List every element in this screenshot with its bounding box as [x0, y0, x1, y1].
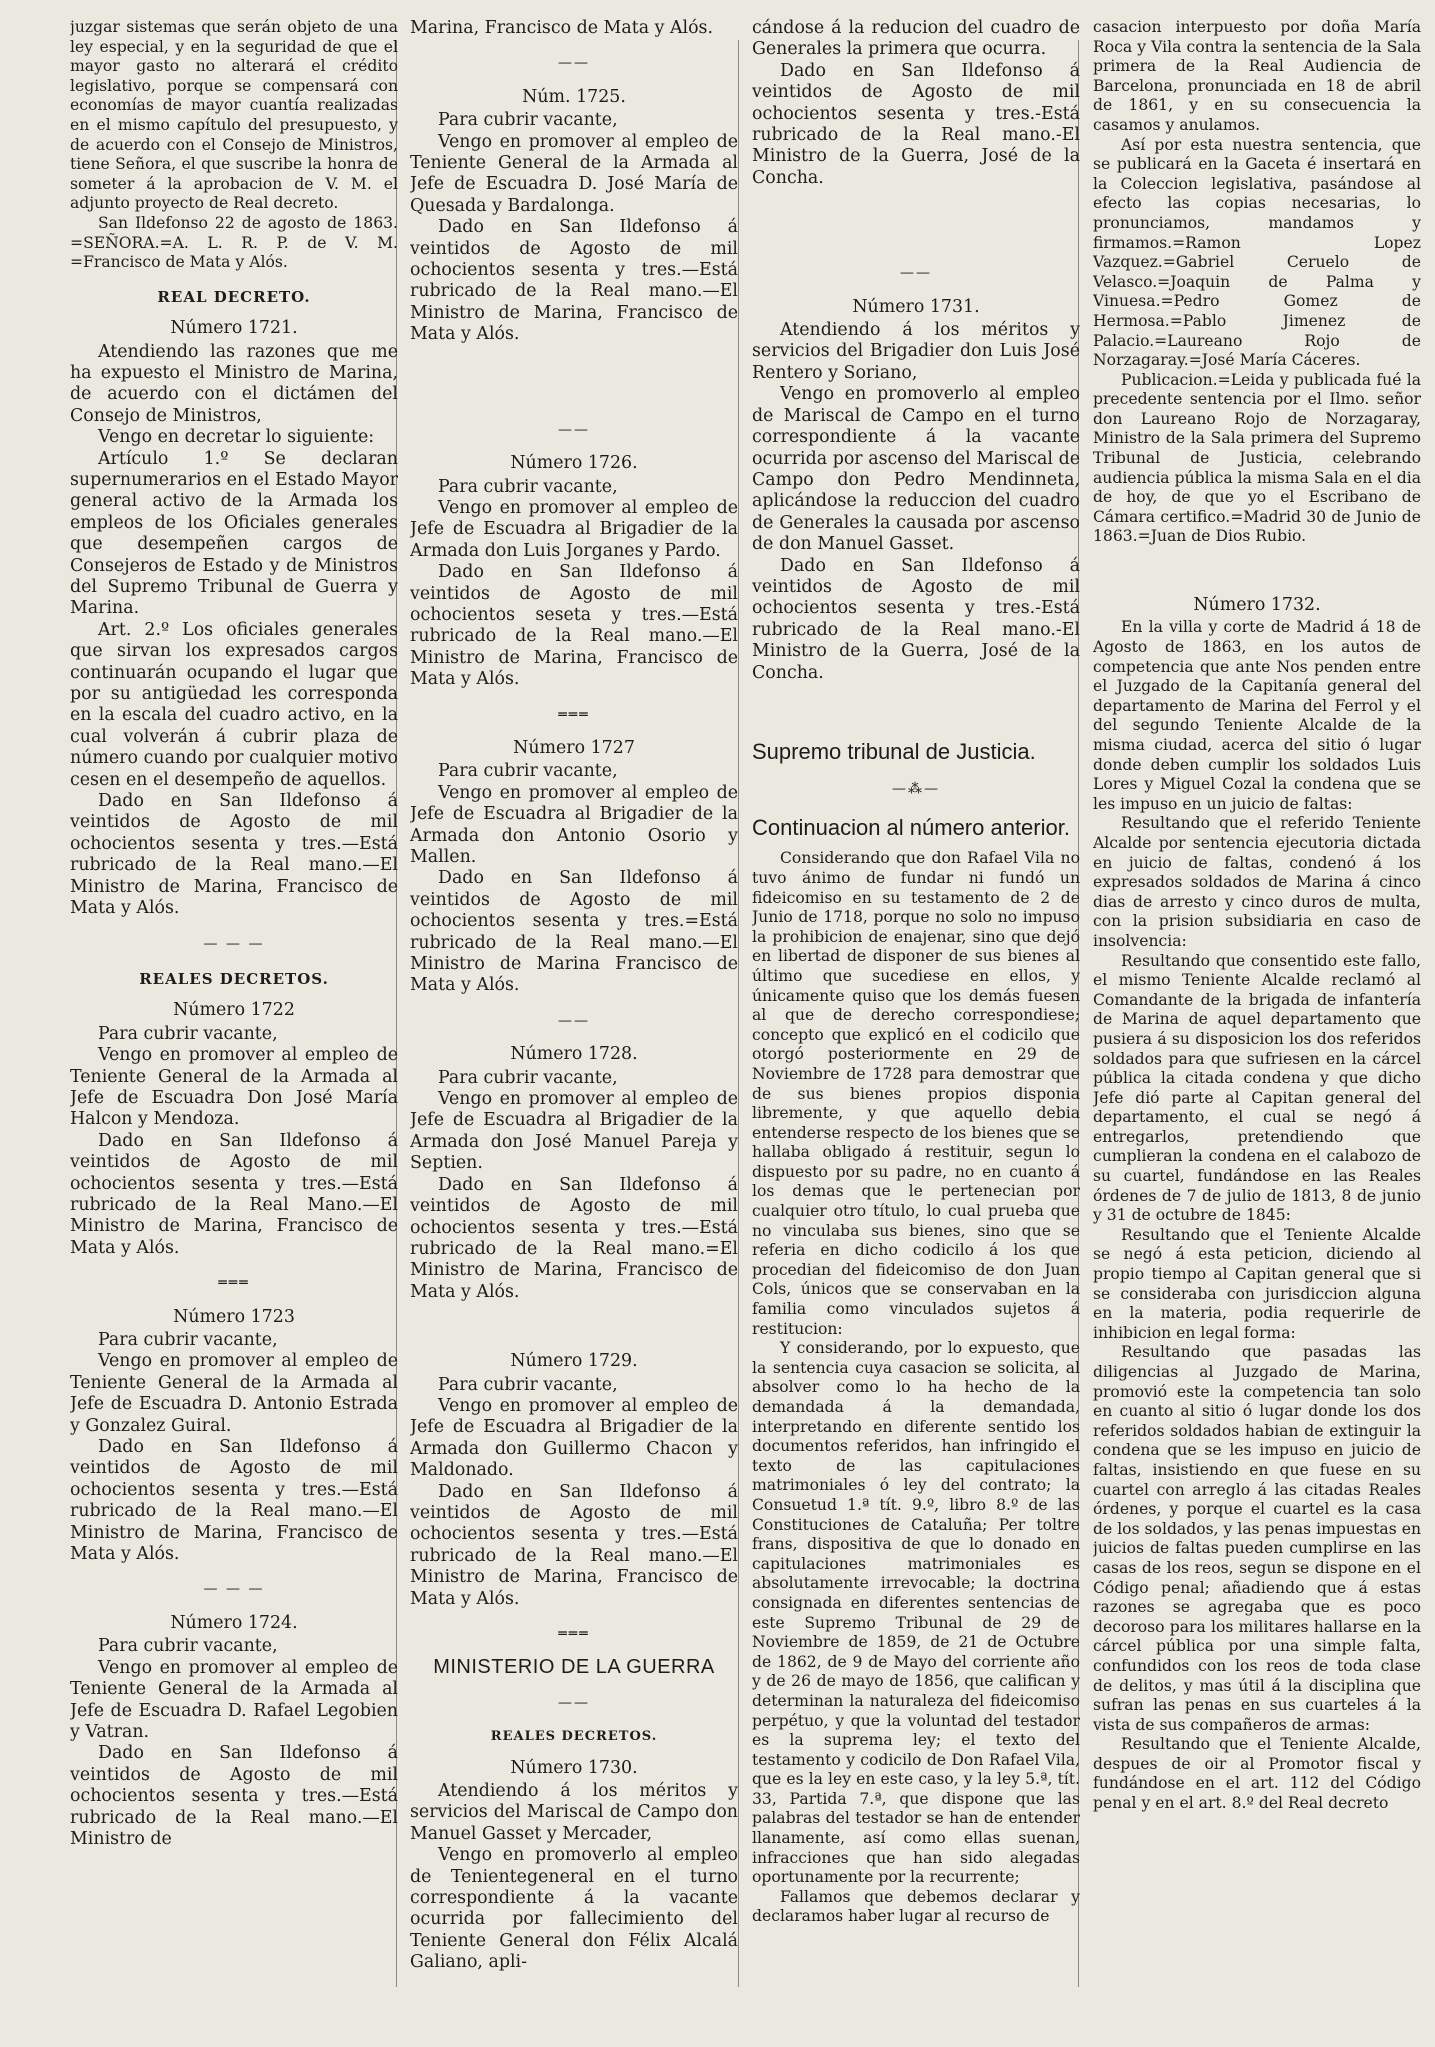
paragraph: Vengo en promover al empleo de Teniente General de la Armada al Jefe de Escuadra D. Antonio Estrada y Gonzalez Guiral.: [70, 1351, 398, 1436]
decree-number: Número 1721.: [170, 318, 298, 339]
spacer: [1093, 547, 1421, 587]
paragraph: Vengo en promover al empleo de Jefe de Escuadra al Brigadier de la Armada don Luis Jorganes y Pardo.: [410, 497, 738, 561]
paragraph: Vengo en promoverlo al empleo de Mariscal de Campo en el turno correspondiente á la vacante ocurrida por ascenso del Mariscal de Campo don Pedro Mendinneta, aplicándose la reduccion del cuadro de Generales la causada por ascenso de don Manuel Gasset.: [752, 384, 1080, 555]
paragraph: Dado en San Ildefonso á veintidos de Agosto de mil ochocientos sesenta y tres.—Está rubricado de la Real mano.—El Ministro de Marina, Francisco de Mata y Alós.: [410, 1481, 738, 1609]
paragraph: Dado en San Ildefonso á veintidos de Agosto de mil ochocientos sesenta y tres.—Está rubricado de la Real mano.—El Ministro de Marina, Francisco de Mata y Alós.: [410, 217, 738, 345]
paragraph: Y considerando, por lo expuesto, que la sentencia cuya casacion se solicita, al absolver como lo ha hecho de la demandada á la demandada, interpretando en diferente sentido los documentos referidos, han infringido el texto de las capitulaciones matrimoniales ó ley del contrato; la Consuetud 1.ª tít. 9.º, libro 8.º de las Constituciones de Cataluña; Per toltre frans, dispositiva de que lo donado en capitulaciones matrimoniales es absolutamente irrevocable; la doctrina consignada en diferentes sentencias de este Supremo Tribunal de 29 de Noviembre de 1859, de 21 de Octubre de 1862, de 9 de Mayo del corriente año y de 26 de mayo de 1856, que califican y determinan la naturaleza del fideicomiso perpétuo, y que la voluntad del testador es la suprema ley; el texto del testamento y codicilo de Don Rafael Vila, que es la ley en este caso, y la ley 5.ª, tít. 33, Partida 7.ª, que dispone que las palabras del testador se han de entender llanamente, así como ellas suenan, infracciones que han sido alegadas oportunamente por la recurrente;: [752, 1339, 1080, 1887]
paragraph: Dado en San Ildefonso á veintidos de Agosto de mil ochocientos sesenta y tres.=Está rubricado de la Real mano.—El Ministro de Marina Francisco de Mata y Alós.: [410, 868, 738, 996]
section-title: Supremo tribunal de Justicia.: [752, 738, 1036, 764]
paragraph: Vengo en promover al empleo de Teniente General de la Armada al Jefe de Escuadra Don José María Halcon y Mendoza.: [70, 1045, 398, 1130]
separator: ——: [558, 1694, 590, 1711]
spacer: [752, 684, 1080, 724]
decree-number: Número 1728.: [510, 1044, 638, 1065]
decree-number: Número 1729.: [510, 1351, 638, 1372]
separator: ——: [558, 421, 590, 438]
decree-number: Número 1723: [173, 1306, 295, 1327]
paragraph: Vengo en promover al empleo de Jefe de Escuadra al Brigadier de la Armada don José Manuel Pareja y Septien.: [410, 1089, 738, 1174]
paragraph: Así por esta nuestra sentencia, que se publicará en la Gaceta é insertará en la Coleccion legislativa, pasándose al efecto las copias necesarias, lo pronunciamos, mandamos y firmamos.=Ramon Lopez Vazquez.=Gabriel Ceruelo de Velasco.=Joaquin de Palma y Vinuesa.=Pedro Gomez de Hermosa.=Pablo Jimenez de Palacio.=Laureano Rojo de Norzagaray.=José María Cáceres.: [1093, 135, 1421, 370]
decree-number: Número 1730.: [510, 1757, 638, 1778]
paragraph: Considerando que don Rafael Vila no tuvo ánimo de fundar ni fundó un fideicomiso en su testamento de 2 de Junio de 1718, porque no solo no impuso la prohibicion de enajenar, sino que dejó en libertad de disponer de sus bienes al último que sucediese en ellos, y únicamente quiso que los demás fuesen al que de derecho correspondiese; concepto que explicó en el codicilo que otorgó posteriormente en 29 de Noviembre de 1728 para demostrar que de sus bienes propios disponia libremente, y que aquello debia entenderse respecto de los bienes que se hallaba obligado á restituir, segun lo dispuesto por su padre, no en cuanto á los demas que le pertenecian por cualquier otro título, lo cual prueba que no vinculaba sus bienes, sino que se referia en dicho codicilo á los que procedian del fideicomiso de don Juan Cols, únicos que se conservaban en la familia como vinculados sujetos á restitucion:: [752, 849, 1080, 1338]
section-subtitle: Continuacion al número anterior.: [752, 815, 1070, 841]
paragraph: Vengo en promover al empleo de Jefe de Escuadra al Brigadier de la Armada don Guillermo Chacon y Maldonado.: [410, 1395, 738, 1481]
separator: ═══: [558, 1626, 590, 1642]
paragraph: Marina, Francisco de Mata y Alós.: [410, 18, 713, 38]
subheading: REALES DECRETOS.: [490, 1729, 658, 1745]
paragraph: Vengo en promover al empleo de Jefe de Escuadra al Brigadier de la Armada don Antonio Osorio y Mallen.: [410, 782, 738, 867]
paragraph: Publicacion.=Leida y publicada fué la precedente sentencia por el Ilmo. señor don Laureano Rojo de Norzagaray, Ministro de la Sala primera del Supremo Tribunal de Justicia, celebrando audiencia pública la misma Sala en el dia de hoy, de que yo el Escribano de Cámara certifico.=Madrid 30 de Junio de 1863.=Juan de Dios Rubio.: [1093, 370, 1421, 546]
paragraph: En la villa y corte de Madrid á 18 de Agosto de 1863, en los autos de competencia que ante Nos penden entre el Juzgado de la Capitanía general del departamento de Marina del Ferrol y el del segundo Teniente Alcalde de la misma ciudad, acerca del sitio ó lugar donde deben cumplir los soldados Luis Lores y Miguel Cozal la condena que se les impuso en un juicio de faltas:: [1093, 618, 1421, 813]
paragraph: Dado en San Ildefonso á veintidos de Agosto de mil ochocientos sesenta y tres.—Está rubricado de la Real Mano.—El Ministro de Marina, Francisco de Mata y Alós.: [70, 1130, 398, 1258]
paragraph: Dado en San Ildefonso á veintidos de Agosto de mil ochocientos seseta y tres.—Está rubricado de la Real mano.—El Ministro de Marina, Francisco de Mata y Alós.: [410, 562, 738, 690]
paragraph: Vengo en promoverlo al empleo de Tenientegeneral en el turno correspondiente á la vacante ocurrida por fallecimiento del Teniente General don Félix Alcalá Galiano, apli-: [410, 1845, 738, 1973]
separator: ——: [558, 1012, 590, 1029]
paragraph: Para cubrir vacante,: [98, 1023, 278, 1044]
column-rule: [738, 40, 739, 1987]
paragraph: cándose á la reducion del cuadro de Generales la primera que ocurra.: [752, 18, 1080, 60]
paragraph: Para cubrir vacante,: [438, 761, 618, 782]
separator: — — —: [203, 935, 265, 952]
paragraph: Resultando que el referido Teniente Alcalde por sentencia ejecutoria dictada en juicio de faltas, condenó á los expresados soldados de Marina á cinco dias de arresto y cinco duros de multa, con la prision subsidiaria en caso de insolvencia:: [1093, 814, 1421, 950]
column-1: [70, 18, 398, 2027]
paragraph: Artículo 1.º Se declaran supernumerarios en el Estado Mayor general activo de la Armada los empleos de los Oficiales generales que desempeñen cargos de Consejeros de Estado y de Ministros del Supremo Tribunal de Guerra y Marina.: [70, 448, 398, 619]
paragraph: Dado en San Ildefonso á veintidos de Agosto de mil ochocientos sesenta y tres.—Está rubricado de la Real mano.—El Ministro de: [70, 1743, 398, 1849]
paragraph: Art. 2.º Los oficiales generales que sirvan los expresados cargos continuarán ocupando el lugar que por su antigüedad les corresponda en la escala del cuadro activo, en la cual volverán á cubrir plaza de número cuando por cualquier motivo cesen en el desempeño de aquellos.: [70, 619, 398, 790]
ministry-heading: MINISTERIO DE LA GUERRA: [433, 1656, 715, 1679]
paragraph: San Ildefonso 22 de agosto de 1863. =SEÑORA.=A. L. R. P. de V. M. =Francisco de Mata y Alós.: [70, 213, 398, 272]
paragraph: Para cubrir vacante,: [438, 1067, 618, 1088]
paragraph: Atendiendo á los méritos y servicios del Mariscal de Campo don Manuel Gasset y Mercader,: [410, 1781, 738, 1844]
paragraph: Vengo en decretar lo siguiente:: [98, 427, 375, 448]
paragraph: Dado en San Ildefonso á veintidos de Agosto de mil ochocientos sesenta y tres.—Está rubricado de la Real mano.=El Ministro de Marina, Francisco de Mata y Alós.: [410, 1174, 738, 1302]
paragraph: Dado en San Ildefonso á veintidos de Agosto de mil ochocientos sesenta y tres.-Está rubricado de la Real mano.-El Ministro de la Guerra, José de la Concha.: [752, 60, 1080, 188]
decree-number: Número 1731.: [852, 296, 980, 317]
spacer: [752, 189, 1080, 249]
column-2: [410, 18, 738, 2027]
paragraph: Vengo en promover al empleo de Teniente General de la Armada al Jefe de Escuadra D. Rafael Legobien y Vatran.: [70, 1657, 398, 1742]
separator: —⁂—: [892, 780, 940, 797]
decree-number: Número 1722: [173, 1000, 295, 1021]
separator: — — —: [203, 1581, 265, 1598]
paragraph: Dado en San Ildefonso á veintidos de Agosto de mil ochocientos sesenta y tres.—Está rubricado de la Real mano.—El Ministro de Marina, Francisco de Mata y Alós.: [70, 1437, 398, 1565]
paragraph: Dado en San Ildefonso á veintidos de Agosto de mil ochocientos sesenta y tres.-Está rubricado de la Real mano.-El Ministro de la Guerra, José de la Concha.: [752, 555, 1080, 683]
paragraph: Atendiendo las razones que me ha expuesto el Ministro de Marina, de acuerdo con el dictámen del Consejo de Ministros,: [70, 341, 398, 426]
paragraph: juzgar sistemas que serán objeto de una ley especial, y en la seguridad de que el mayor gasto no alterará el crédito legislativo, porque se compensará con economías de mayor cuantía realizadas en el mismo capítulo del presupuesto, y de acuerdo con el Consejo de Ministros, tiene Señora, el que suscribe la honra de someter á la aprobacion de V. M. el adjunto proyecto de Real decreto.: [70, 18, 398, 213]
decree-number: Número 1727: [513, 737, 635, 758]
separator: ═══: [218, 1275, 250, 1292]
decree-number: Núm. 1725.: [522, 86, 626, 107]
paragraph: Resultando que pasadas las diligencias al Juzgado de Marina, promovió este la competencia tan solo en cuanto al sitio ó lugar donde los dos referidos soldados habian de extinguir la condena que se les impuso en juicio de faltas, insistiendo en que fuese en su cuartel con arreglo á las citadas Reales órdenes, y porque el cuartel es la casa de los soldados, y las penas impuestas en juicios de faltas pueden cumplirse en las casas de los reos, segun se dispone en el Código penal; añadiendo que á estas razones se agregaba que es poco decoroso para los militares hallarse en la cárcel pública por una simple falta, confundidos con los reos de toda clase de delitos, y mas útil á la disciplina que sufran las penas en sus cuarteles á la vista de sus compañeros de armas:: [1093, 1343, 1421, 1734]
spacer: [410, 346, 738, 406]
paragraph: casacion interpuesto por doña María Roca y Vila contra la sentencia de la Sala primera de la Real Audiencia de Barcelona, pronunciada en 18 de abril de 1861, y en su consecuencia la casamos y anulamos.: [1093, 18, 1421, 134]
paragraph: Fallamos que debemos declarar y declaramos haber lugar al recurso de: [752, 1887, 1080, 1926]
spacer: [410, 1303, 738, 1343]
separator: ——: [558, 55, 590, 72]
paragraph: Para cubrir vacante,: [438, 476, 618, 497]
column-3: [752, 18, 1080, 2027]
separator: ═══: [558, 706, 590, 723]
column-4: [1093, 18, 1421, 2027]
paragraph: Resultando que consentido este fallo, el mismo Teniente Alcalde reclamó al Comandante de la brigada de infantería de Marina de aquel departamento que pusiera á su disposicion los dos referidos soldados para que sufriesen en la cárcel pública la citada condena y que dicho Jefe dió parte al Capitan general del departamento, el cual se negó á entregarlos, pretendiendo que cumplieran la condena en el calabozo de su cuartel, fundándose en las Reales órdenes de 7 de julio de 1813, 8 de junio y 31 de octubre de 1845:: [1093, 951, 1421, 1225]
paragraph: Vengo en promover al empleo de Teniente General de la Armada al Jefe de Escuadra D. José María de Quesada y Bardalonga.: [410, 131, 738, 216]
decree-number: Número 1724.: [170, 1612, 298, 1633]
paragraph: Para cubrir vacante,: [98, 1330, 278, 1350]
paragraph: Resultando que el Teniente Alcalde se negó á esta peticion, diciendo al propio tiempo al Capitan general que si se consideraba con jurisdiccion alguna en la materia, podia requerirle de inhibicion en legal forma:: [1093, 1225, 1421, 1342]
separator: ——: [900, 265, 932, 282]
paragraph: Para cubrir vacante,: [438, 110, 618, 131]
decree-number: Número 1732.: [1193, 595, 1321, 616]
paragraph: Atendiendo á los méritos y servicios del Brigadier don Luis José Rentero y Soriano,: [752, 320, 1080, 383]
decree-number: Número 1726.: [510, 453, 638, 474]
paragraph: Resultando que el Teniente Alcalde, despues de oir al Promotor fiscal y fundándose en el art. 112 del Código penal y en el art. 8.º del Real decreto: [1093, 1735, 1421, 1813]
paragraph: Para cubrir vacante,: [98, 1636, 278, 1657]
section-heading: REALES DECRETOS.: [139, 969, 329, 988]
paragraph: Para cubrir vacante,: [438, 1374, 618, 1395]
section-heading: REAL DECRETO.: [157, 287, 311, 306]
paragraph: Dado en San Ildefonso á veintidos de Agosto de mil ochocientos sesenta y tres.—Está rubricado de la Real mano.—El Ministro de Marina, Francisco de Mata y Alós.: [70, 791, 398, 919]
